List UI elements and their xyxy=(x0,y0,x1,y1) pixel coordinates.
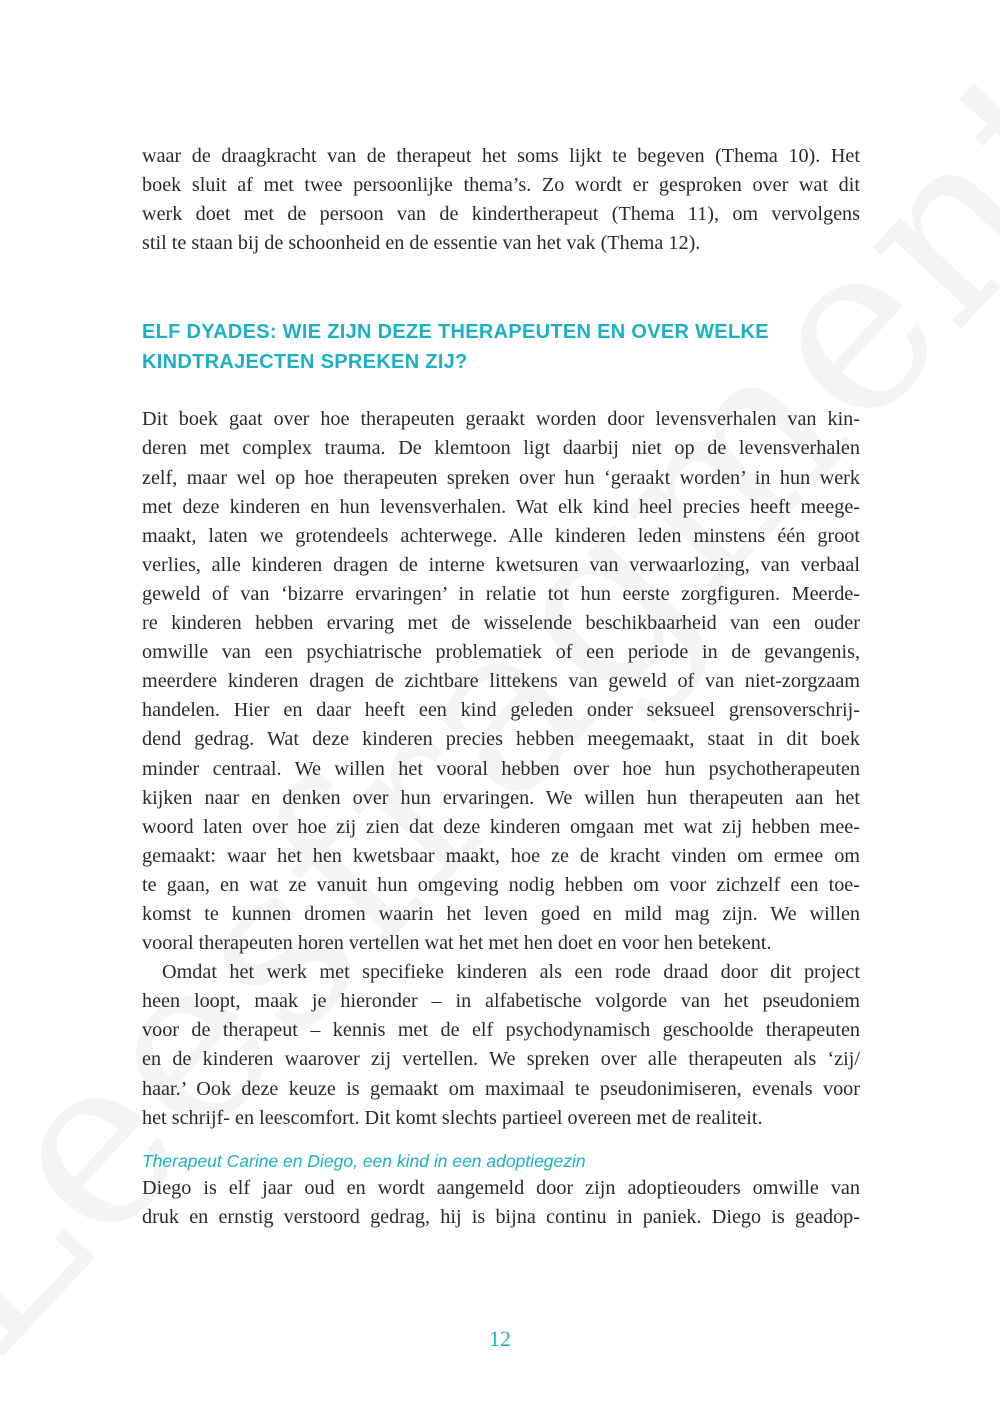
body-paragraph-2 xyxy=(142,958,860,1133)
page-content xyxy=(142,142,860,1232)
text-line: Omdat het werk met specifieke kinderen als een rode draad door dit project xyxy=(162,961,860,984)
text-line: geweld of van ‘bizarre ervaringen’ in relatie tot hun eerste zorgfiguren. Meerde- xyxy=(142,582,860,605)
text-line: maakt, laten we grotendeels achterwege. Alle kinderen leden minstens één groot xyxy=(142,524,860,547)
text-line: verlies, alle kinderen dragen de interne kwetsuren van verwaarlozing, van verbaal xyxy=(142,553,860,576)
text-line: Diego is elf jaar oud en wordt aangemeld door zijn adoptieouders omwille van xyxy=(142,1176,860,1199)
text-line: gemaakt: waar het hen kwetsbaar maakt, hoe ze de kracht vinden om ermee om xyxy=(142,844,860,867)
section-heading xyxy=(142,317,860,377)
text-line: waar de draagkracht van de therapeut het soms lijkt te begeven (Thema 10). Het xyxy=(142,145,860,167)
text-line: werk doet met de persoon van de kindertherapeut (Thema 11), om vervolgens xyxy=(142,203,860,226)
text-line: het schrijf- en leescomfort. Dit komt slechts partieel overeen met de realiteit. xyxy=(142,1106,763,1129)
text-line: en de kinderen waarover zij vertellen. We spreken over alle therapeuten als ‘zij/ xyxy=(142,1048,860,1071)
text-line: handelen. Hier en daar heeft een kind geleden onder seksueel grensoverschrij- xyxy=(142,699,860,722)
text-line: heen loopt, maak je hieronder – in alfabetische volgorde van het pseudoniem xyxy=(142,990,860,1013)
text-line: zelf, maar wel op hoe therapeuten spreken over hun ‘geraakt worden’ in hun werk xyxy=(142,466,860,489)
body-paragraph-3 xyxy=(142,1174,860,1232)
subsection-heading: Therapeut Carine en Diego, een kind in een adoptiegezin xyxy=(142,1150,586,1171)
heading-line: KINDTRAJECTEN SPREKEN ZIJ? xyxy=(142,351,468,374)
text-line: Dit boek gaat over hoe therapeuten geraakt worden door levensverhalen van kin- xyxy=(142,408,860,431)
text-line: meerdere kinderen dragen de zichtbare littekens van geweld of van niet-zorgzaam xyxy=(142,670,860,693)
text-line: komst te kunnen dromen waarin het leven goed en mild mag zijn. We willen xyxy=(142,902,860,925)
text-line: voor de therapeut – kennis met de elf psychodynamisch geschoolde therapeuten xyxy=(142,1019,860,1042)
text-line: haar.’ Ook deze keuze is gemaakt om maximaal te pseudonimiseren, evenals voor xyxy=(142,1077,860,1100)
text-line: minder centraal. We willen het vooral hebben over hoe hun psychotherapeuten xyxy=(142,757,860,780)
text-line: re kinderen hebben ervaring met de wisselende beschikbaarheid van een ouder xyxy=(142,612,860,635)
text-line: boek sluit af met twee persoonlijke thema’s. Zo wordt er gesproken over wat dit xyxy=(142,174,860,197)
text-line: vooral therapeuten horen vertellen wat het met hen doet en voor hen betekent. xyxy=(142,932,772,955)
page-number: 12 xyxy=(489,1326,511,1351)
text-line: kijken naar en denken over hun ervaringen. We willen hun therapeuten aan het xyxy=(142,786,860,809)
body-paragraph-1 xyxy=(142,405,860,958)
text-line: te gaan, en wat ze vanuit hun omgeving nodig hebben om voor zichzelf een toe- xyxy=(142,873,860,896)
text-line: stil te staan bij de schoonheid en de essentie van het vak (Thema 12). xyxy=(142,232,701,255)
text-line: woord laten over hoe zij zien dat deze kinderen omgaan met wat zij hebben mee- xyxy=(142,815,860,838)
intro-paragraph xyxy=(142,142,860,258)
text-line: omwille van een psychiatrische problematiek of een periode in de gevangenis, xyxy=(142,641,860,664)
text-line: druk en ernstig verstoord gedrag, hij is bijna continu in paniek. Diego is geadop- xyxy=(142,1205,860,1228)
text-line: met deze kinderen en hun levensverhalen. Wat elk kind heel precies heeft meege- xyxy=(142,495,860,518)
text-line: dend gedrag. Wat deze kinderen precies hebben meegemaakt, staat in dit boek xyxy=(142,728,860,751)
heading-line: ELF DYADES: WIE ZIJN DEZE THERAPEUTEN EN OVER WELKE xyxy=(142,321,769,344)
text-line: deren met complex trauma. De klemtoon ligt daarbij niet op de levensverhalen xyxy=(142,437,860,460)
